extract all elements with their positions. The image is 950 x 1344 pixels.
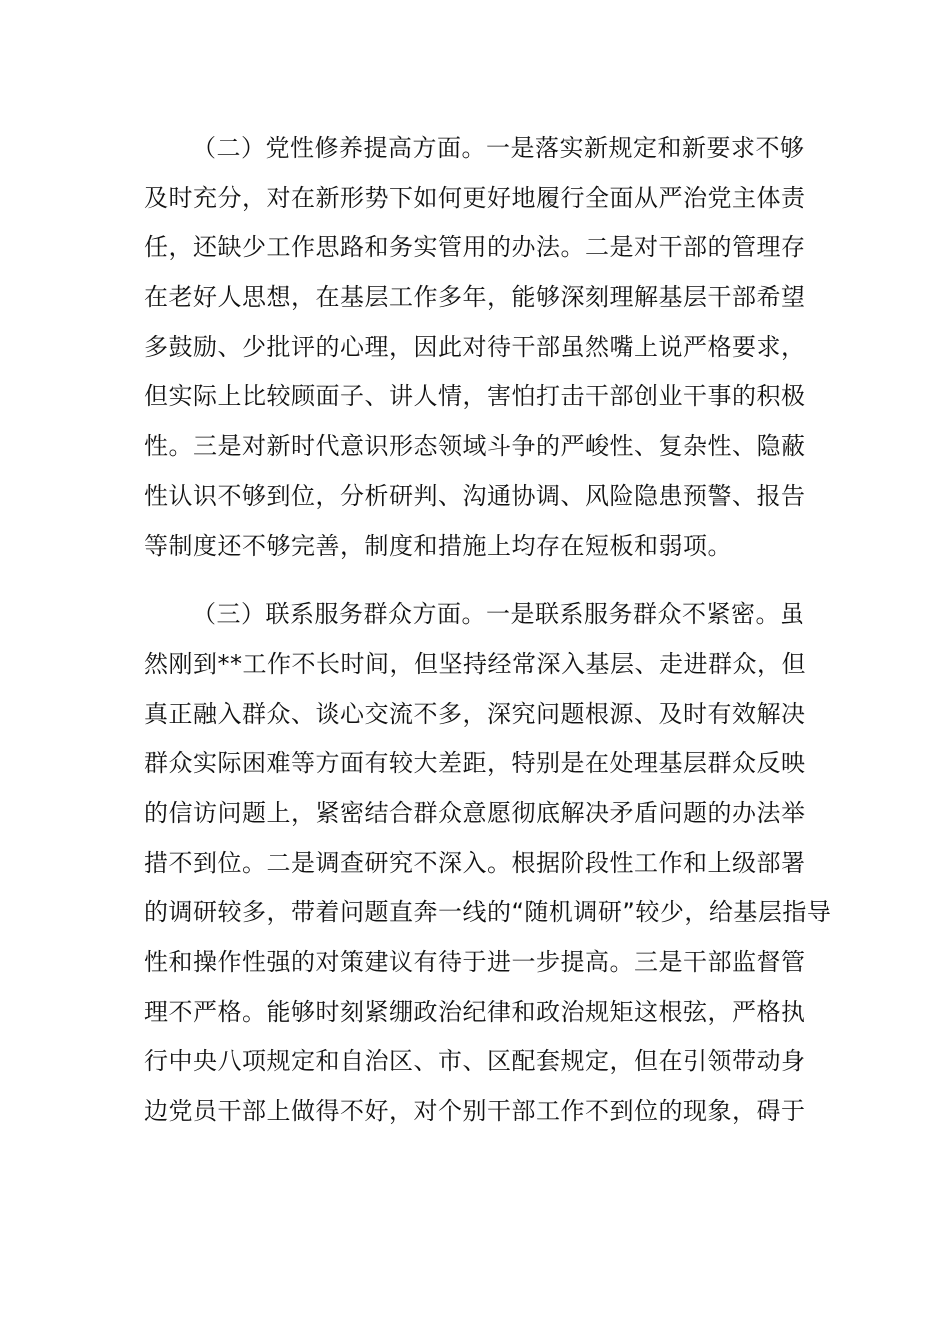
paragraph-line: 但实际上比较顾面子、讲人情，害怕打击干部创业干事的积极 — [144, 382, 806, 411]
paragraph-line: 边党员干部上做得不好，对个别干部工作不到位的现象，碍于 — [144, 1097, 806, 1126]
paragraph-line: 性。三是对新时代意识形态领域斗争的严峻性、复杂性、隐蔽 — [144, 432, 806, 461]
paragraph-line: 性和操作性强的对策建议有待于进一步提高。三是干部监督管 — [144, 948, 806, 976]
paragraph-party-spirit — [144, 124, 814, 571]
paragraph-line: 理不严格。能够时刻紧绷政治纪律和政治规矩这根弦，严格执 — [144, 997, 806, 1026]
paragraph-spacer — [144, 571, 814, 590]
paragraph-line: 行中央八项规定和自治区、市、区配套规定，但在引领带动身 — [144, 1047, 806, 1076]
paragraph-serving-masses — [144, 590, 832, 1137]
paragraph-line: 在老好人思想，在基层工作多年，能够深刻理解基层干部希望 — [144, 283, 806, 312]
paragraph-line: 及时充分，对在新形势下如何更好地履行全面从严治党主体责 — [144, 183, 806, 212]
paragraph-line: 措不到位。二是调查研究不深入。根据阶段性工作和上级部署 — [144, 848, 806, 877]
paragraph-line: 性认识不够到位，分析研判、沟通协调、风险隐患预警、报告 — [144, 481, 806, 510]
paragraph-line: 真正融入群众、谈心交流不多，深究问题根源、及时有效解决 — [144, 699, 806, 728]
paragraph-line: 多鼓励、少批评的心理，因此对待干部虽然嘴上说严格要求， — [144, 332, 806, 361]
paragraph-line: 然刚到**工作不长时间，但坚持经常深入基层、走进群众，但 — [144, 649, 806, 678]
paragraph-line: 的信访问题上，紧密结合群众意愿彻底解决矛盾问题的办法举 — [144, 798, 806, 827]
paragraph-line: 任，还缺少工作思路和务实管用的办法。二是对干部的管理存 — [144, 233, 806, 262]
paragraph-line: 等制度还不够完善，制度和措施上均存在短板和弱项。 — [144, 531, 732, 560]
paragraph-line: （二）党性修养提高方面。一是落实新规定和新要求不够 — [192, 134, 805, 162]
paragraph-line: 群众实际困难等方面有较大差距，特别是在处理基层群众反映 — [144, 749, 806, 778]
paragraph-line: 的调研较多，带着问题直奔一线的“随机调研”较少，给基层指导 — [144, 898, 832, 927]
document-body — [144, 124, 832, 1137]
paragraph-line: （三）联系服务群众方面。一是联系服务群众不紧密。虽 — [192, 600, 805, 629]
